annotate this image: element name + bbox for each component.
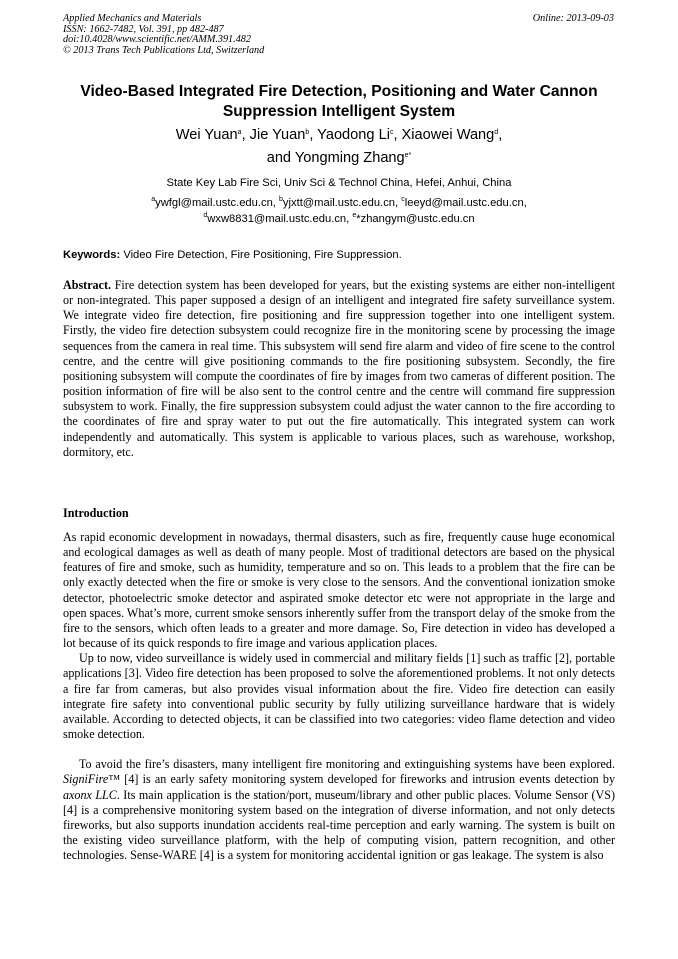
keywords-label: Keywords: [63,249,121,261]
email-address: ywfgl@mail.ustc.edu.cn [155,197,273,209]
email-sup: b [279,196,283,203]
issn-line: ISSN: 1662-7482, Vol. 391, pp 482-487 [63,23,224,35]
author-sup: c [389,129,394,136]
intro-paragraph-2: Up to now, video surveillance is widely used in commercial and military fields [1] such as traffic [2], portable applications [3]. Video fire detection has been proposed to solve the aforementioned problems. It not only detects a fire far from cameras, but also provides visual information about the fire. Video fire detection can easily integrate fire safety into conventional public security by fully utilizing surveillance hardware that is widely available. According to detected objects, it can be classified into two categories: video flame detection and video smoke detection. [63,651,615,742]
axonx-term: axonx LLC [63,787,117,802]
and-word: and [266,150,292,166]
email-line-1: $^a$ywfgl@mail.ustc.edu.cn, $^b$yjxtt@mail.ustc.edu.cn, $^c$leeyd@mail.ustc.edu.cn, [151,196,527,209]
email-sup: e [352,211,357,219]
email-address: leeyd@mail.ustc.edu.cn [404,197,524,209]
author-name: Wei Yuan [175,127,238,143]
doi-line: doi:10.4028/www.scientific.net/AMM.391.482 [63,34,251,46]
title-line-2: Suppression Intelligent System [222,102,456,120]
email-sup: a [151,196,156,203]
journal-name: Applied Mechanics and Materials [63,13,202,24]
author-name: Jie Yuan [249,127,306,143]
email-sup: d [203,211,208,219]
abstract-paragraph [63,278,615,460]
intro-p3-part-c: . Its main application is the station/port, museum/library and other public places. Volume Sensor (VS) [4] is a comprehensive monitoring system based on the integration of diverse information, and not only detects fireworks, but also supports inundation accidents real-time perception and early warning. The system is built on the existing video surveillance platform, with the help of computing vision, pattern recognition, and other technologies. Sense-WARE [4] is a system for monitoring accidental ignition or gas leakage. The system is also [63,787,615,863]
author-name: Yaodong Li [317,127,390,143]
copyright-line: © 2013 Trans Tech Publications Ltd, Switzerland [63,44,265,56]
email-address: *zhangym@ustc.edu.cn [356,212,475,225]
author-name: Xiaowei Wang [401,127,495,143]
author-sup: d [494,129,499,136]
email-address: yjxtt@mail.ustc.edu.cn [282,197,396,209]
intro-paragraph-1: As rapid economic development in nowadays, thermal disasters, such as fire, frequently cause huge economical and ecological damages as well as death of many people. Most of traditional detectors are based on the physical features of fire and smoke, such as humidity, temperature and so on. This leads to a problem that the fire can be only exactly detected when the fire or smoke is very close to the sensors. And the conventional ionization smoke detector, photoelectric smoke detector and aspirated smoke detector etc were not appropriate in the large and open spaces. What’s more, current smoke sensors inherently suffer from the transport delay of the smoke from the fire to the sensors, which often leads to a greater and more damage. So, Fire detection in video has developed a lot because of its quick responds to fire image and various application places. [63,530,616,651]
journal-header [63,14,264,56]
email-sup: c [401,196,405,203]
intro-paragraph-3 [63,757,615,863]
intro-p3-part-a: To avoid the fire’s disasters, many intelligent fire monitoring and extinguishing systems have been explored. [79,757,615,772]
email-list [40,196,638,227]
author-sup: a [237,129,242,136]
email-address: wxw8831@mail.ustc.edu.cn [207,212,347,225]
author-sup: e* [404,152,412,159]
abstract [63,278,615,460]
paper-title [40,82,638,121]
keywords-text: Video Fire Detection, Fire Positioning, Fire Suppression. [123,249,402,261]
author-line-2 [40,147,638,170]
author-sup: b [305,129,310,136]
abstract-text: Fire detection system has been developed for years, but the existing systems are either non-intelligent or non-integrated. This paper supposed a design of an intelligent and integrated fire safety surveillance system. We integrate video fire detection, fire positioning and fire suppression together into one intelligent system. Firstly, the video fire detection subsystem could recognize fire in the monitoring scene by processing the image sequences from the camera in real time. This subsystem will send fire alarm and video of fire scene to the control centre, and the centre will give positioning commands to the fire positioning subsystem. Secondly, the fire positioning subsystem will compute the coordinates of fire by images from two cameras of different position. The position information of fire will be also sent to the control centre and the centre will command fire suppression subsystem to work. Finally, the fire suppression subsystem could adjust the water cannon to the fire according to the coordinates of fire and spray water to put out the fire automatically. This integrated system can work independently and automatically. This system is applicable to various places, such as warehouse, workshop, dormitory, etc. [63,278,615,459]
affiliation: State Key Lab Fire Sci, Univ Sci & Technol China, Hefei, Anhui, China [166,177,512,189]
author-list [40,124,638,170]
abstract-label: Abstract. [63,278,112,292]
email-line-2: $^d$wxw8831@mail.ustc.edu.cn, $^e$*zhangym@ustc.edu.cn [203,211,475,225]
introduction-body [63,530,615,863]
section-heading-introduction: Introduction [63,506,129,520]
keywords [63,248,615,262]
online-date: Online: 2013-09-03 [532,13,614,24]
author-name: Yongming Zhang [294,150,405,166]
author-line-1: Wei Yuan$^a$, Jie Yuan$^b$, Yaodong Li$^c$, Xiaowei Wang$^d$, [175,127,503,143]
title-line-1: Video-Based Integrated Fire Detection, Positioning and Water Cannon [80,83,598,100]
signifire-term: SigniFire [63,772,109,787]
intro-p3-part-b: ™ [4] is an early safety monitoring system developed for fireworks and intrusion events detection by [108,772,615,787]
